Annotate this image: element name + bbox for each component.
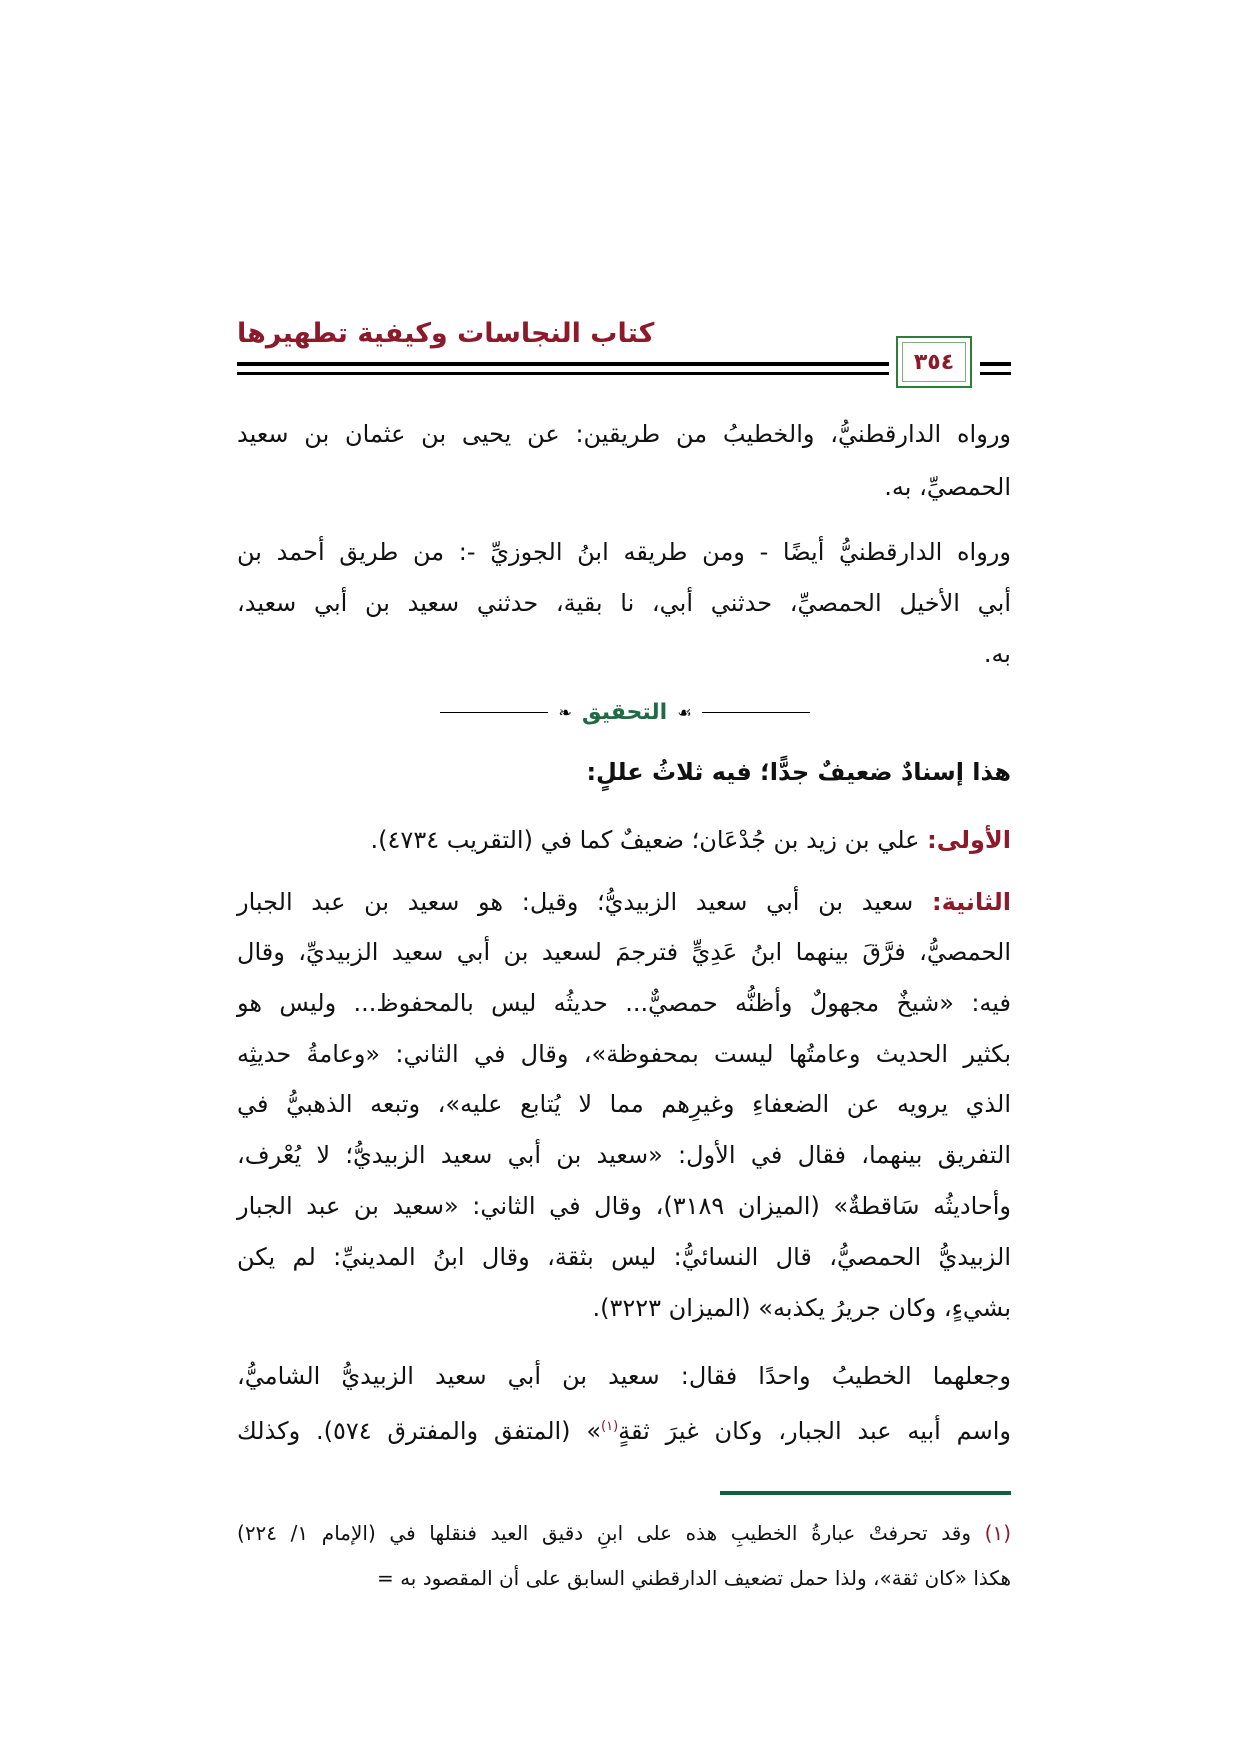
text-line: الحمصيِّ، به.: [884, 473, 1011, 501]
cause-text: علي بن زيد بن جُدْعَان؛ ضعيفٌ كما في (التقريب ٤٧٣٤).: [370, 826, 928, 854]
footnote-ref[interactable]: (١): [601, 1419, 619, 1434]
text-line: وجعلهما الخطيبُ واحدًا فقال: سعيد بن أبي سعيد الزبيديُّ الشاميُّ،: [237, 1362, 1011, 1390]
text-line: ورواه الدارقطنيُّ أيضًا - ومن طريقه ابنُ الجوزيِّ -: من طريق أحمد بن: [237, 538, 1011, 566]
ornament-icon: ☙: [677, 702, 692, 722]
text-span: » (المتفق والمفترق ٥٧٤). وكذلك: [237, 1417, 602, 1445]
cause-text: سعيد بن أبي سعيد الزبيديُّ؛ وقيل: هو سعيد بن عبد الجبار: [237, 888, 932, 916]
section-divider: [440, 692, 810, 732]
text-line: به.: [983, 640, 1011, 668]
footnote-text: وقد تحرفتْ عبارةُ الخطيبِ هذه على ابنِ دقيق العيد فنقلها في (الإمام ١/ ٢٢٤): [237, 1521, 985, 1545]
cause-label: الثانية:: [931, 888, 1011, 916]
ornament-icon: ❧: [558, 702, 572, 722]
text-line: الحمصيُّ، فرَّقَ بينهما ابنُ عَدِيٍّ فترجمَ لسعيد بن أبي سعيد الزبيديِّ، وقال: [237, 938, 1011, 966]
text-line: بكثير الحديث وعامتُها ليست بمحفوظة»، وقال في الثاني: «وعامةُ حديثِه: [237, 1040, 1011, 1068]
header-rule-thick: [237, 362, 889, 366]
cause-second: [237, 882, 1011, 922]
text-line: الزبيديُّ الحمصيُّ، قال النسائيُّ: ليس بثقة، وقال ابنُ المدينيِّ: لم يكن: [237, 1243, 1011, 1271]
text-line: بشيءٍ، وكان جريرُ يكذبه» (الميزان ٣٢٢٣).: [592, 1294, 1011, 1322]
section-title: التحقيق: [581, 699, 668, 725]
text-span: واسم أبيه عبد الجبار، وكان غيرَ ثقةٍ: [618, 1417, 1011, 1445]
cause-label: الأولى:: [927, 826, 1011, 854]
header-rule-thin: [237, 372, 889, 375]
header-rule-right-1: [980, 362, 1011, 366]
text-line: أبي الأخيل الحمصيِّ، حدثني أبي، نا بقية، حدثني سعيد بن أبي سعيد،: [237, 589, 1011, 617]
text-line: فيه: «شيخٌ مجهولٌ وأظنُّه حمصيٌّ... حديثُه ليس بالمحفوظ... وليس هو: [237, 989, 1011, 1017]
footnote-separator: [720, 1491, 1011, 1495]
page-number-frame: [896, 336, 972, 388]
text-line: الذي يرويه عن الضعفاءِ وغيرِهم مما لا يُتابع عليه»، وتبعه الذهبيُّ في: [237, 1090, 1011, 1118]
text-line: ورواه الدارقطنيُّ، والخطيبُ من طريقين: عن يحيى بن عثمان بن سعيد: [237, 420, 1011, 448]
page-number: ٣٥٤: [913, 349, 955, 375]
text-line: [237, 1407, 1011, 1451]
cause-first: [237, 820, 1011, 860]
text-line: التفريق بينهما، فقال في الأول: «سعيد بن أبي سعيد الزبيديُّ؛ لا يُعْرف،: [237, 1141, 1011, 1169]
text-line: وأحاديثُه سَاقطةٌ» (الميزان ٣١٨٩)، وقال في الثاني: «سعيد بن عبد الجبار: [237, 1192, 1011, 1220]
header-rule-right-2: [980, 372, 1011, 375]
intro-heading: هذا إسنادٌ ضعيفٌ جدًّا؛ فيه ثلاثُ عللٍ:: [586, 758, 1011, 786]
footnote-line: هكذا «كان ثقة»، ولذا حمل تضعيف الدارقطني السابق على أن المقصود به =: [376, 1566, 1011, 1590]
book-title: كتاب النجاسات وكيفية تطهيرها: [237, 318, 655, 349]
footnote-number: (١): [984, 1521, 1011, 1545]
footnote: [237, 1516, 1011, 1550]
